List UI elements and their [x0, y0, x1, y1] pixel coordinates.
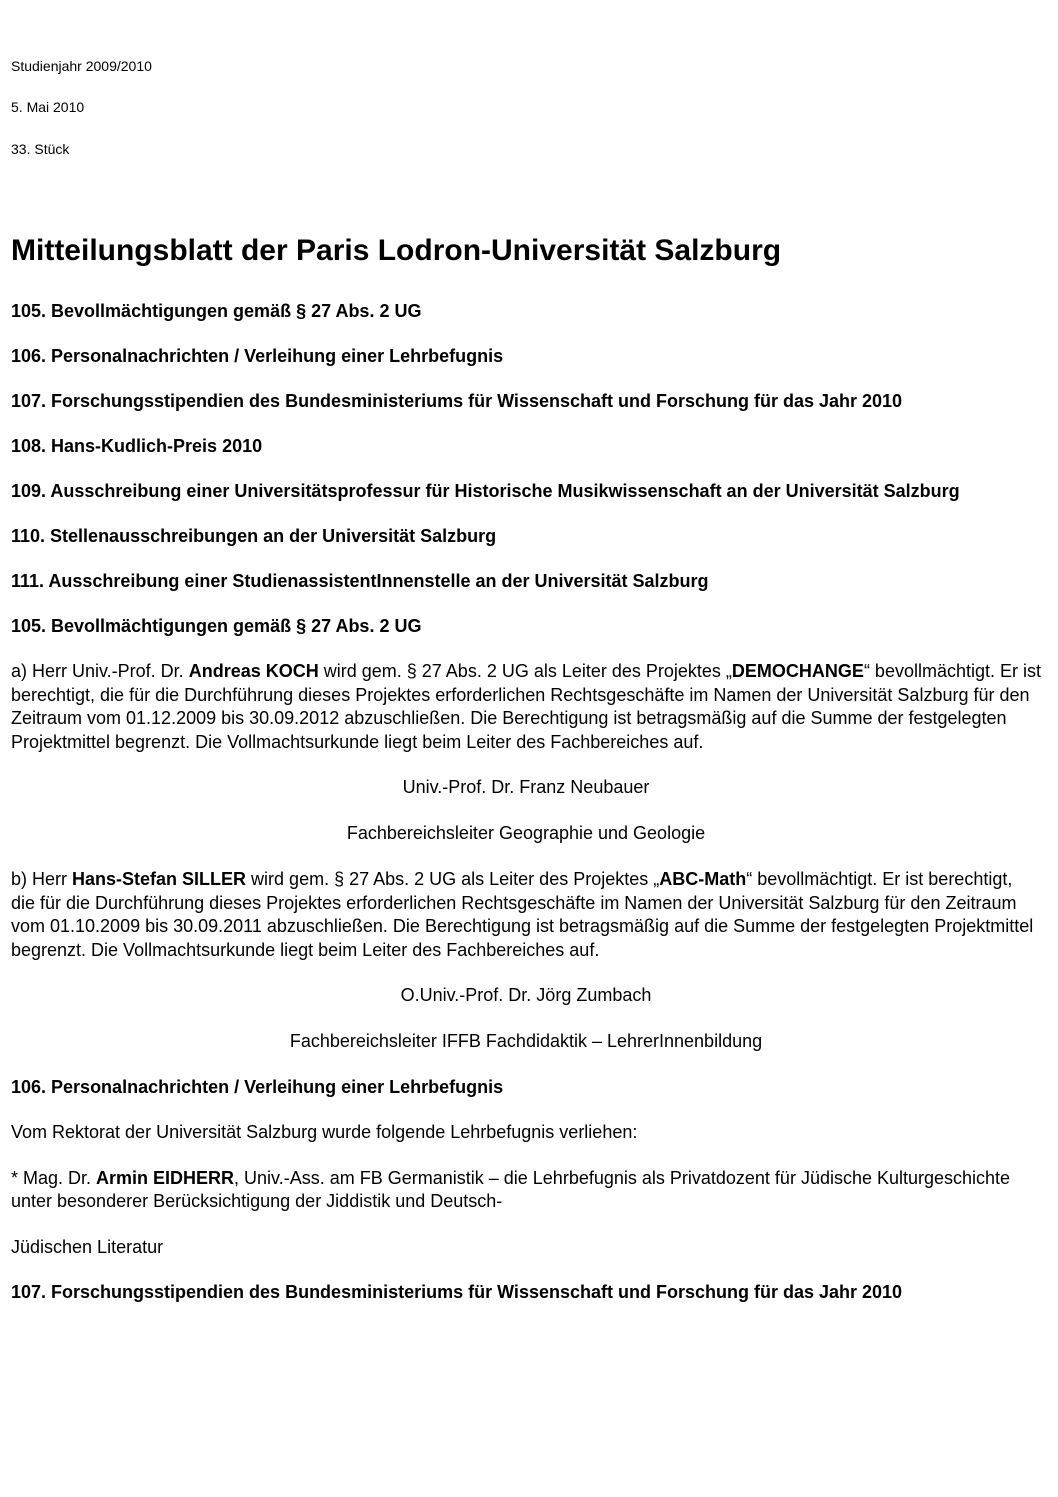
text-span: b) Herr — [11, 869, 73, 889]
section-heading-107: 107. Forschungsstipendien des Bundesministeriums für Wissenschaft und Forschung für das Jahr 2010 — [11, 1282, 903, 1302]
toc-item-105: 105. Bevollmächtigungen gemäß § 27 Abs. 2 UG — [11, 301, 422, 321]
section-heading-105: 105. Bevollmächtigungen gemäß § 27 Abs. 2 UG — [11, 616, 422, 636]
toc-item-110: 110. Stellenausschreibungen an der Universität Salzburg — [11, 526, 497, 546]
toc-item-111: 111. Ausschreibung einer StudienassistentInnenstelle an der Universität Salzburg — [11, 571, 709, 591]
document-body — [11, 300, 1041, 1326]
person-name: Hans-Stefan SILLER — [72, 869, 247, 889]
signer-name: O.Univ.-Prof. Dr. Jörg Zumbach — [400, 985, 652, 1005]
text-span: a) Herr Univ.-Prof. Dr. — [11, 661, 189, 681]
text-span: “ bevollmächtigt. Er ist berechtigt, die für die Durchführung dieses Projektes erforderlichen Rechtsgeschäfte im Namen der Universität Salzburg für den Zeitraum vom 01.12.2009 bis 30.09.2012 abzuschließen. Die Berechtigung ist betragsmäßig auf die Summe der festgelegten Projektmittel begrenzt. Die Vollmachtsurkunde liegt beim Leiter des Fachbereiches auf. — [11, 661, 1041, 752]
toc-item-108: 108. Hans-Kudlich-Preis 2010 — [11, 436, 263, 456]
project-name: DEMOCHANGE — [731, 661, 864, 681]
table-of-contents — [11, 300, 1041, 593]
signer-role: Fachbereichsleiter Geographie und Geologie — [346, 823, 706, 843]
issue-date: 5. Mai 2010 — [11, 99, 85, 115]
lehrbefugnis-entry — [11, 1167, 1041, 1214]
issue-number: 33. Stück — [11, 141, 70, 157]
authorization-a-paragraph — [11, 660, 1041, 754]
toc-item-107: 107. Forschungsstipendien des Bundesministeriums für Wissenschaft und Forschung für das Jahr 2010 — [11, 391, 903, 411]
text-span: “ bevollmächtigt. Er ist berechtigt, die für die Durchführung dieses Projektes erforderlichen Rechtsgeschäfte im Namen der Universität Salzburg für den Zeitraum vom 01.10.2009 bis 30.09.2011 abzuschließen. Die Berechtigung ist betragsmäßig auf die Summe der festgelegten Projektmittel begrenzt. Die Vollmachtsurkunde liegt beim Leiter des Fachbereiches auf. — [11, 869, 1034, 960]
authorization-b-paragraph — [11, 868, 1041, 962]
text-span: wird gem. § 27 Abs. 2 UG als Leiter des Projektes „ — [318, 661, 732, 681]
lehrbefugnis-intro: Vom Rektorat der Universität Salzburg wurde folgende Lehrbefugnis verliehen: — [11, 1122, 638, 1142]
person-name: Andreas KOCH — [188, 661, 319, 681]
project-name: ABC-Math — [659, 869, 747, 889]
page-title: Mitteilungsblatt der Paris Lodron-Universität Salzburg — [11, 234, 782, 267]
person-name: Armin EIDHERR — [96, 1167, 235, 1188]
toc-item-106: 106. Personalnachrichten / Verleihung einer Lehrbefugnis — [11, 346, 504, 366]
text-span: , Univ.-Ass. am FB Germanistik – die Lehrbefugnis als Privatdozent für Jüdische Kulturgeschichte unter besonderer Berücksichtigung der Jiddistik und Deutsch- — [11, 1167, 1011, 1211]
text-span: * Mag. Dr. — [11, 1167, 97, 1188]
text-span: wird gem. § 27 Abs. 2 UG als Leiter des Projektes „ — [246, 869, 660, 889]
section-heading-106: 106. Personalnachrichten / Verleihung einer Lehrbefugnis — [11, 1077, 504, 1097]
toc-item-109: 109. Ausschreibung einer Universitätsprofessur für Historische Musikwissenschaft an der Universität Salzburg — [11, 481, 960, 501]
lehrbefugnis-entry-continuation: Jüdischen Literatur — [11, 1236, 164, 1257]
signer-name: Univ.-Prof. Dr. Franz Neubauer — [402, 777, 650, 797]
signer-role: Fachbereichsleiter IFFB Fachdidaktik – LehrerInnenbildung — [289, 1031, 763, 1051]
academic-year: Studienjahr 2009/2010 — [11, 58, 152, 74]
